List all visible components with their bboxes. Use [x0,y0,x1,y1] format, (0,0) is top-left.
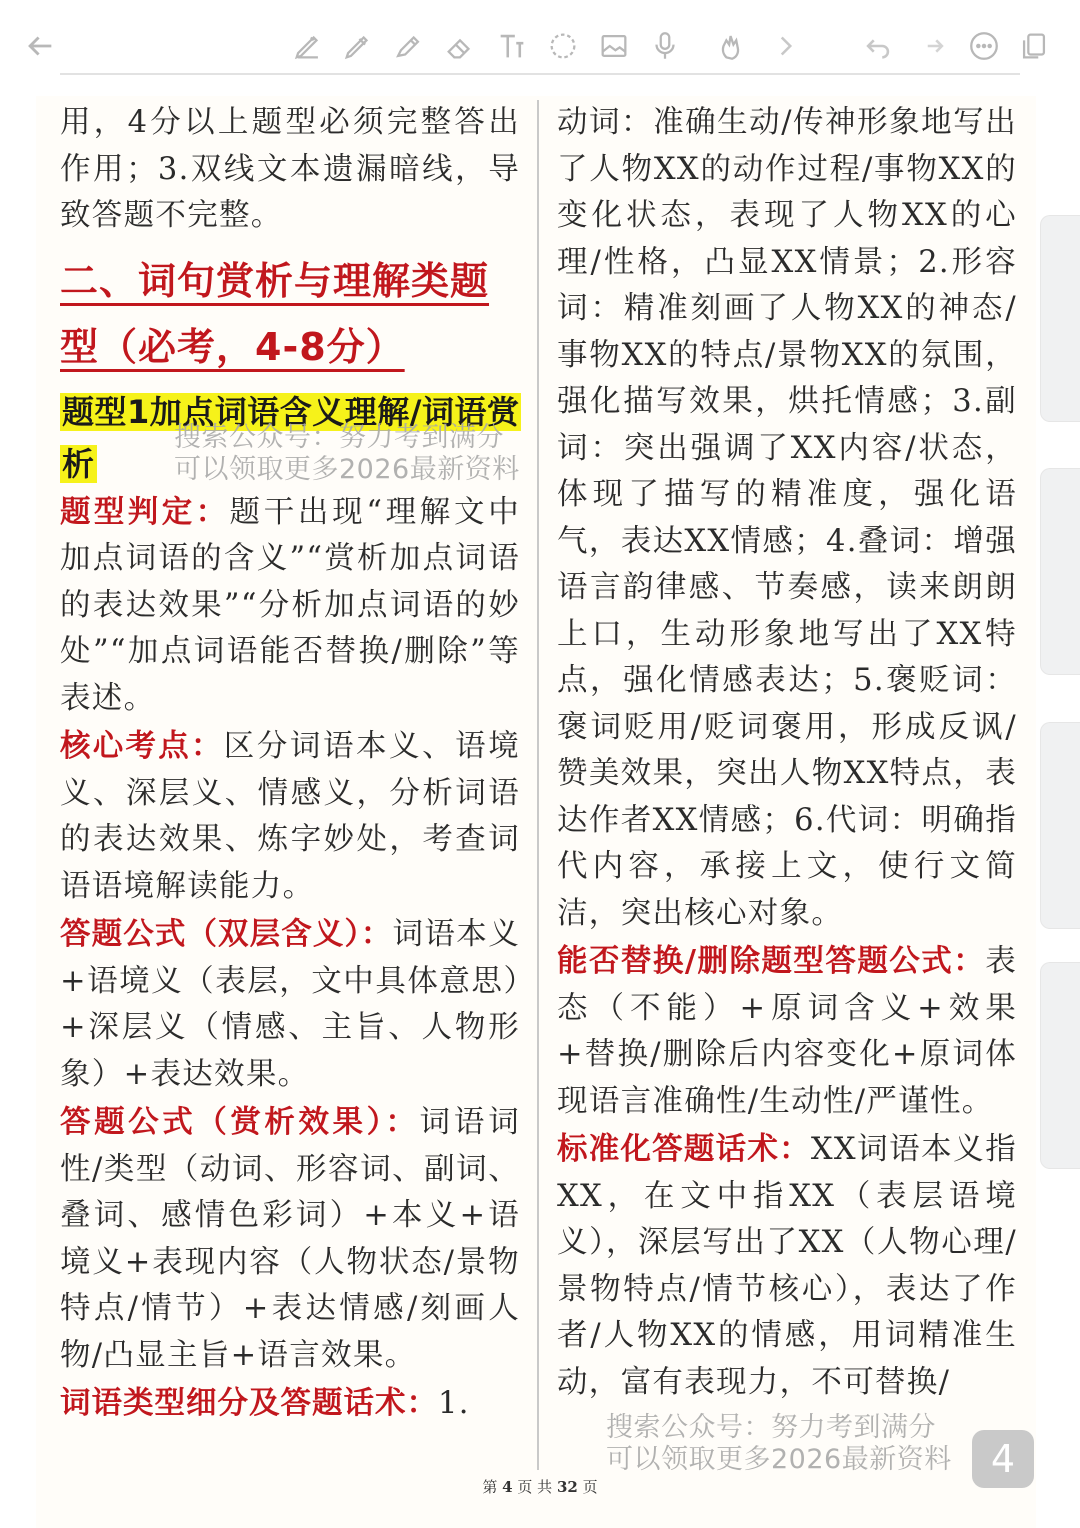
judge-paragraph [60,490,520,723]
subheading-text: 题型1加点词语含义理解/词语赏析 [62,392,520,483]
footer-middle: 页 共 [517,1478,553,1496]
watermark-line1-bottom: 搜索公众号：努力考到满分 [606,1412,936,1443]
undo-icon[interactable] [858,26,898,66]
judge-text: 题干出现“理解文中加点词语的含义”“赏析加点词语的表达效果”“分析加点词语的妙处”“加点词语能否替换/删除”等表述。 [60,494,521,716]
image-icon[interactable] [594,26,634,66]
back-arrow-icon[interactable] [20,26,60,66]
microphone-icon[interactable] [645,26,685,66]
types-text: 1. [438,1386,470,1421]
formula1-label: 答题公式（双层含义）： [60,917,393,952]
side-tab-2[interactable] [1040,468,1080,675]
lasso-icon[interactable] [543,26,583,66]
types-paragraph [60,1381,520,1428]
standard-label: 标准化答题话术： [557,1132,811,1167]
forward-arrow-icon[interactable] [766,26,806,66]
section-heading-text: 二、词句赏析与理解类题型（必考，4-8分） [60,258,490,369]
side-tab-1[interactable] [1040,215,1080,422]
toolbar-divider [60,73,1020,75]
watermark-line1: 搜索公众号：努力考到满分 [174,422,504,453]
side-tab-4[interactable] [1040,962,1080,1169]
core-paragraph [60,724,520,910]
copy-pages-icon[interactable] [1014,26,1054,66]
footer-current-page: 4 [502,1478,513,1496]
pen-icon[interactable] [288,26,328,66]
gesture-icon[interactable] [712,26,752,66]
left-column [60,100,520,1428]
formula2-paragraph [60,1100,520,1379]
types-continued-paragraph: 动词：准确生动/传神形象地写出了人物XX的动作过程/事物XX的变化状态，表现了人物XX的心理/性格，凸显XX情景；2.形容词：精准刻画了人物XX的神态/事物XX的特点/景物XX的氛围，强化描写效果，烘托情感；3.副词：突出强调了XX内容/状态，体现了描写的精准度，强化语气，表达XX情感；4.叠词：增强语言韵律感、节奏感，读来朗朗上口，生动形象地写出了XX特点，强化情感表达；5.褒贬词：褒词贬用/贬词褒用，形成反讽/赞美效果，突出人物XX特点，表达作者XX情感；6.代词：明确指代内容，承接上文，使行文简洁，突出核心对象。 [557,105,1017,931]
side-tab-3[interactable] [1040,722,1080,929]
highlighter-icon[interactable] [388,26,428,66]
standard-text: XX词语本义指XX，在文中指XX（表层语境义），深层写出了XX（人物心理/景物特点/情节核心），表达了作者/人物XX的情感，用词精准生动，富有表现力，不可替换/ [557,1132,1017,1400]
column-divider [537,100,539,1470]
formula1-paragraph [60,912,520,1098]
page-number-badge: 4 [972,1430,1034,1488]
question-type-subheading [60,386,520,490]
formula2-label: 答题公式（赏析效果）： [60,1105,420,1140]
footer-suffix: 页 [582,1478,598,1496]
footer-prefix: 第 [482,1478,498,1496]
right-column [557,100,1017,1406]
footer-total-pages: 32 [556,1478,578,1496]
judge-label: 题型判定： [60,494,230,530]
top-toolbar [0,0,1080,96]
standard-paragraph [557,1127,1017,1406]
types-label: 词语类型细分及答题话术： [60,1386,438,1421]
page-footer [0,1476,1080,1497]
watermark-line2: 可以领取更多2026最新资料 [174,454,520,485]
formula2-text: 词语词性/类型（动词、形容词、副词、叠词、感情色彩词）+本义+语境义+表现内容（人物状态/景物特点/情节）+表达情感/刻画人物/凸显主旨+语言效果。 [60,1105,520,1373]
intro-paragraph: 用，4分以上题型必须完整答出作用；3.双线文本遗漏暗线，导致答题不完整。 [60,105,520,233]
replace-paragraph [557,939,1017,1125]
replace-label: 能否替换/删除题型答题公式： [557,944,986,979]
text-tool-icon[interactable] [492,26,532,66]
more-icon[interactable] [964,26,1004,66]
formula1-text: 词语本义+语境义（表层，文中具体意思）+深层义（情感、主旨、人物形象）+表达效果。 [60,917,520,1092]
pencil-icon[interactable] [338,26,378,66]
core-label: 核心考点： [60,729,224,764]
redo-icon[interactable] [912,26,952,66]
eraser-icon[interactable] [440,26,480,66]
section-heading [60,248,520,380]
core-text: 区分词语本义、语境义、深层义、情感义，分析词语的表达效果、炼字妙处，考查词语语境解读能力。 [60,729,521,904]
watermark-line2-bottom: 可以领取更多2026最新资料 [606,1444,952,1475]
replace-text: 表态（不能）+原词含义+效果+替换/删除后内容变化+原词体现语言准确性/生动性/严谨性。 [557,944,1017,1119]
